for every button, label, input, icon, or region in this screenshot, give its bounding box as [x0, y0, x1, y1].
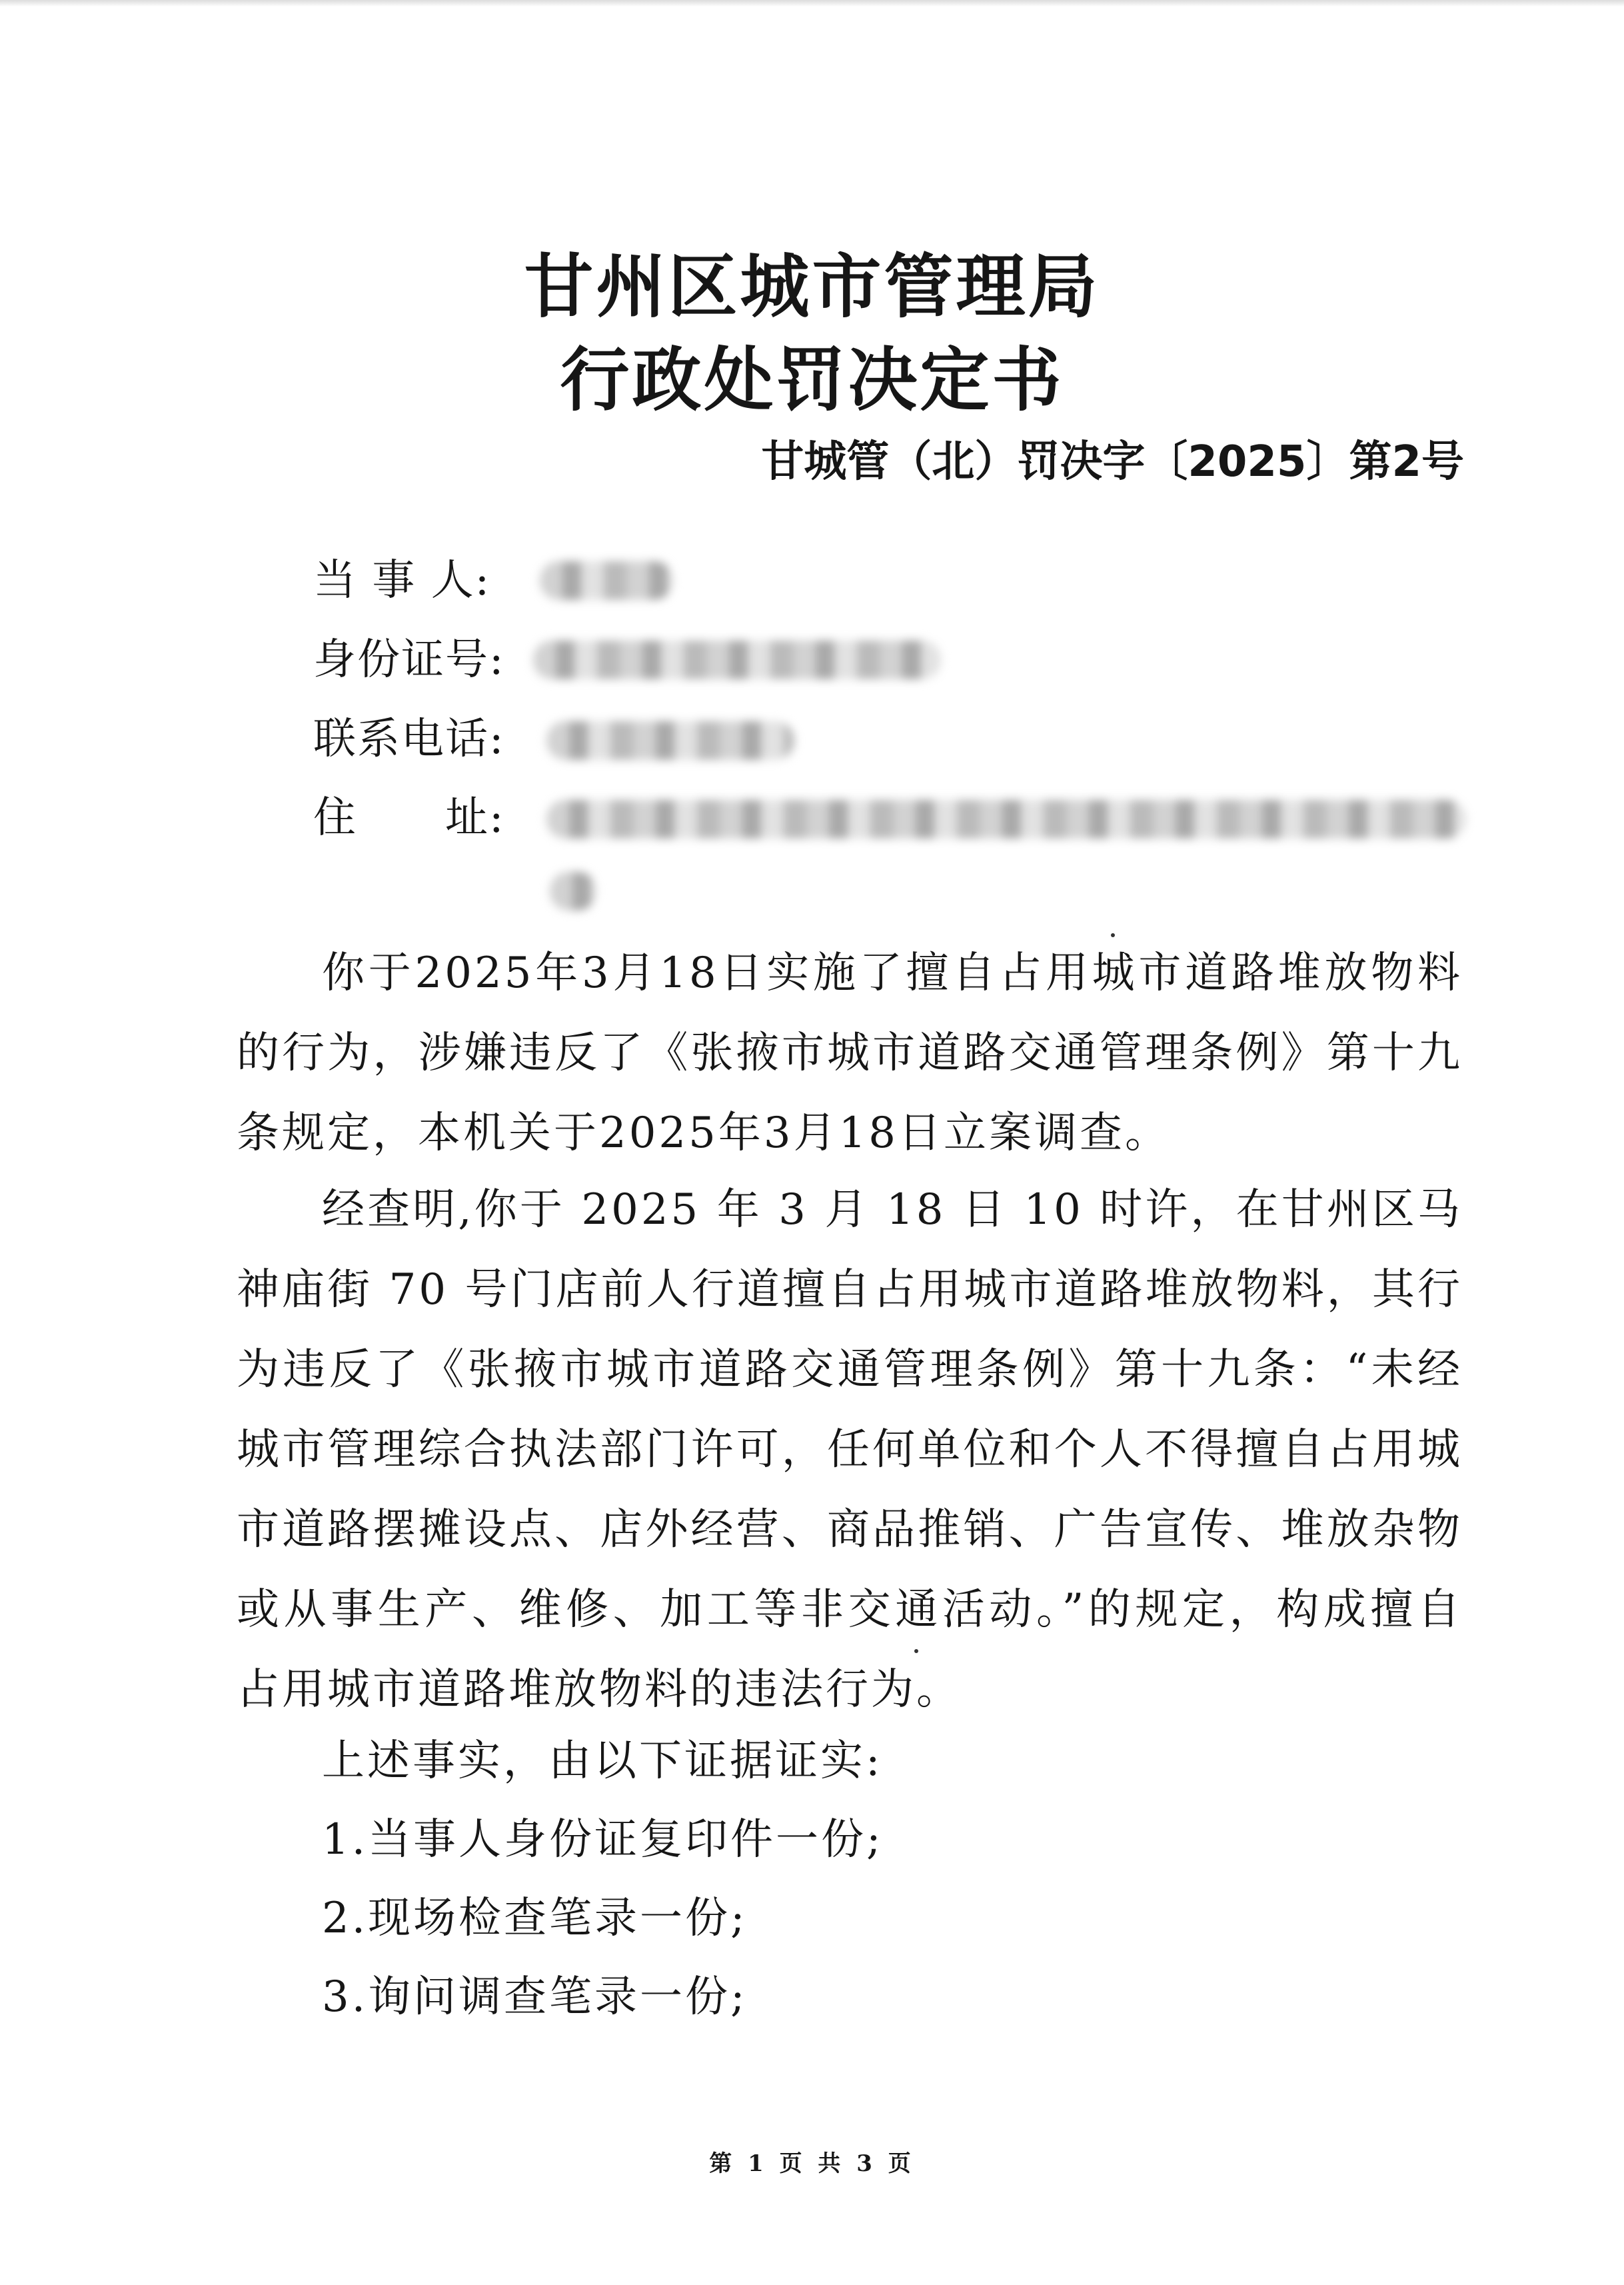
page-indicator: 第 1 页 共 3 页	[709, 2150, 915, 2177]
redacted-name	[540, 561, 673, 600]
document-title	[0, 240, 1624, 427]
phone-label: 联系电话:	[313, 715, 505, 764]
redacted-id-number	[533, 641, 941, 679]
party-name-label: 当 事 人:	[313, 556, 491, 605]
redacted-address	[546, 800, 1466, 839]
title-line-2: 行政处罚决定书	[560, 339, 1064, 421]
address-label: 住 址:	[313, 793, 505, 843]
evidence-item: 1.当事人身份证复印件一份;	[322, 1815, 884, 1864]
id-number-label: 身份证号:	[313, 635, 505, 685]
evidence-item: 2.现场检查笔录一份;	[322, 1894, 748, 1943]
document-number: 甘城管（北）罚决字〔2025〕第2号	[761, 437, 1464, 487]
redacted-address-continued	[550, 872, 596, 911]
evidence-item: 3.询问调查笔录一份;	[322, 1972, 748, 2022]
redacted-phone	[546, 721, 794, 760]
scan-edge	[0, 0, 1624, 7]
scan-speck	[914, 1649, 918, 1653]
paragraph-findings: 经查明,你于 2025 年 3 月 18 日 10 时许，在甘州区马神庙街 70 号门店前人行道擅自占用城市道路堆放物料，其行为违反了《张掖市城市道路交通管理条例》第十九条：“未经城市管理综合执法部门许可，任何单位和个人不得擅自占用城市道路摆摊设点、店外经营、商品推销、广告宣传、堆放杂物或从事生产、维修、加工等非交通活动。”的规定，构成擅自占用城市道路堆放物料的违法行为。	[237, 1185, 1463, 1714]
title-line-1: 甘州区城市管理局	[524, 245, 1100, 327]
evidence-intro: 上述事实，由以下证据证实:	[322, 1736, 883, 1786]
paragraph-case-filing: 你于2025年3月18日实施了擅自占用城市道路堆放物料的行为，涉嫌违反了《张掖市城市道路交通管理条例》第十九条规定，本机关于2025年3月18日立案调查。	[237, 949, 1463, 1158]
scan-speck	[1111, 933, 1115, 937]
